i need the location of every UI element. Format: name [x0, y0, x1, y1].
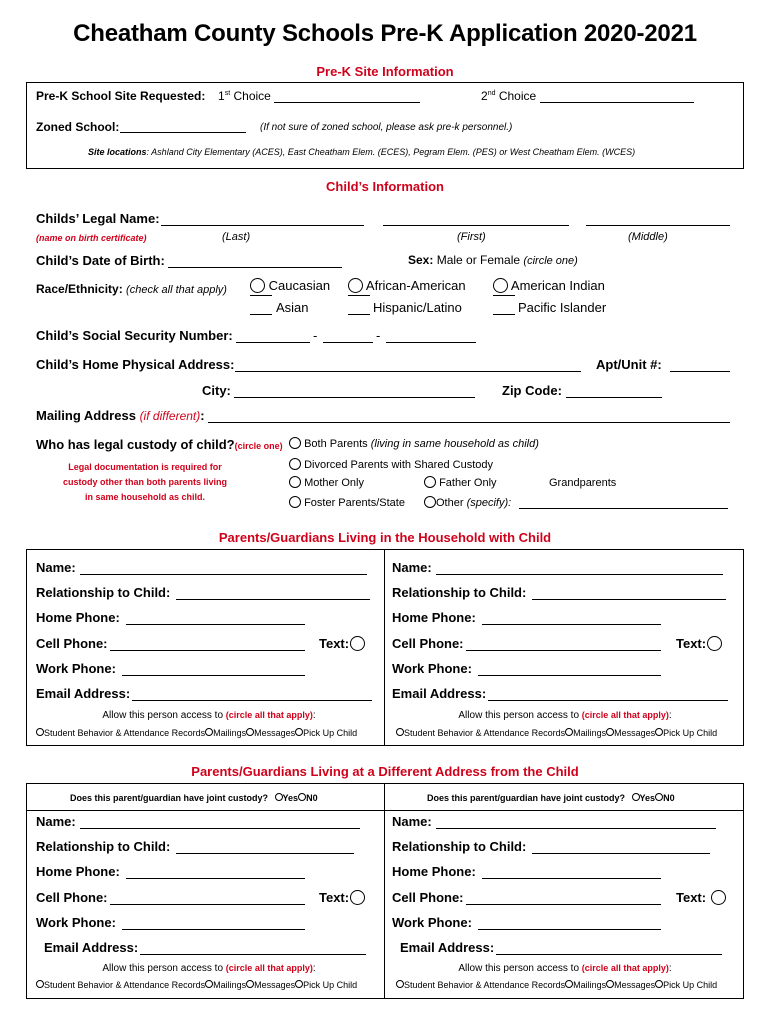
hh1-relationship-field[interactable] — [176, 599, 370, 600]
zip-label: Zip Code: — [502, 383, 562, 398]
radio-icon — [396, 980, 404, 988]
caucasian-blank — [250, 295, 272, 296]
d1-joint-label: Does this parent/guardian have joint custody? Yes N0 — [70, 793, 318, 803]
text-checkbox-icon — [350, 890, 365, 905]
race-american-indian[interactable]: American Indian — [493, 278, 605, 293]
radio-icon — [246, 728, 254, 736]
last-caption: (Last) — [222, 231, 251, 243]
hh2-home-phone-field[interactable] — [482, 624, 661, 625]
radio-icon — [565, 728, 573, 736]
custody-mother[interactable]: Mother Only — [289, 476, 364, 489]
page-title: Cheatham County Schools Pre-K Application 2020-2021 — [73, 20, 697, 47]
race-hispanic[interactable]: Hispanic/Latino — [373, 300, 462, 315]
household-divider — [384, 549, 385, 746]
hh1-cell-phone-field[interactable] — [110, 650, 305, 651]
d1-cell-phone-label: Cell Phone: — [36, 890, 108, 905]
ssn-field-1[interactable] — [236, 342, 310, 343]
d1-cell-phone-field[interactable] — [110, 904, 305, 905]
d2-name-field[interactable] — [436, 828, 716, 829]
d2-access-options — [396, 980, 717, 990]
custody-both[interactable]: Both Parents (living in same household as child) — [289, 437, 539, 450]
radio-icon — [565, 980, 573, 988]
d2-relationship-field[interactable] — [532, 853, 710, 854]
household-heading: Parents/Guardians Living in the Household with Child — [218, 530, 552, 545]
hh1-name-field[interactable] — [80, 574, 367, 575]
caucasian-checkbox-icon — [250, 278, 265, 293]
radio-icon[interactable] — [632, 793, 640, 801]
custody-other[interactable]: Other (specify): — [424, 496, 511, 509]
custody-divorced[interactable]: Divorced Parents with Shared Custody — [289, 458, 493, 471]
radio-icon[interactable] — [655, 793, 663, 801]
hh2-relationship-label: Relationship to Child: — [392, 585, 527, 600]
radio-icon — [36, 980, 44, 988]
radio-icon[interactable] — [298, 793, 306, 801]
access-pickup[interactable]: Pick Up Child — [295, 728, 357, 738]
dob-field[interactable] — [168, 267, 342, 268]
access-messages[interactable]: Messages — [246, 728, 295, 738]
first-choice-label: 1st Choice — [218, 89, 271, 103]
second-choice-label: 2nd Choice — [481, 89, 537, 103]
city-label: City: — [202, 383, 231, 398]
child-info-heading: Child’s Information — [326, 179, 444, 194]
radio-icon — [205, 980, 213, 988]
hh2-cell-phone-label: Cell Phone: — [392, 636, 464, 651]
zoned-school-label: Zoned School: — [36, 120, 120, 134]
asian-blank — [250, 314, 272, 315]
d2-text-label[interactable]: Text: — [676, 890, 726, 905]
american-indian-blank — [493, 295, 515, 296]
hh1-access-label: Allow this person access to (circle all that apply): — [102, 710, 316, 721]
radio-icon — [606, 980, 614, 988]
hh1-access-options — [36, 728, 357, 738]
d2-name-label: Name: — [392, 814, 432, 829]
hh1-email-field[interactable] — [132, 700, 372, 701]
hh2-relationship-field[interactable] — [532, 599, 726, 600]
access-mailings[interactable]: Mailings — [205, 980, 246, 990]
middle-caption: (Middle) — [628, 231, 668, 243]
radio-icon — [289, 496, 301, 508]
radio-icon — [655, 728, 663, 736]
address-label: Child’s Home Physical Address: — [36, 357, 235, 372]
ssn-dash-2: - — [376, 328, 381, 343]
hh2-access-label: Allow this person access to (circle all that apply): — [458, 710, 672, 721]
d1-name-field[interactable] — [80, 828, 360, 829]
d2-work-phone-field[interactable] — [478, 929, 661, 930]
hh2-text-label[interactable]: Text: — [676, 636, 722, 651]
hh1-name-label: Name: — [36, 560, 76, 575]
hh2-email-field[interactable] — [488, 700, 728, 701]
middle-name-field[interactable] — [586, 225, 730, 226]
custody-grandparents[interactable]: Grandparents — [549, 477, 617, 489]
hh2-access-options — [396, 728, 717, 738]
zoned-school-field[interactable] — [120, 132, 246, 133]
radio-icon — [655, 980, 663, 988]
access-pickup[interactable]: Pick Up Child — [655, 728, 717, 738]
access-records[interactable]: Student Behavior & Attendance Records — [396, 728, 565, 738]
hh1-home-phone-label: Home Phone: — [36, 610, 120, 625]
hh1-relationship-label: Relationship to Child: — [36, 585, 171, 600]
radio-icon — [606, 728, 614, 736]
radio-icon — [424, 496, 436, 508]
radio-icon[interactable] — [275, 793, 283, 801]
race-asian[interactable]: Asian — [276, 300, 309, 315]
mailing-label-group: Mailing Address (if different): — [36, 408, 205, 423]
d1-home-phone-field[interactable] — [126, 878, 305, 879]
d1-relationship-label: Relationship to Child: — [36, 839, 171, 854]
radio-icon — [295, 980, 303, 988]
text-checkbox-icon — [711, 890, 726, 905]
hh2-cell-phone-field[interactable] — [466, 650, 661, 651]
african-american-checkbox-icon — [348, 278, 363, 293]
first-name-field[interactable] — [383, 225, 569, 226]
name-note: (name on birth certificate) — [36, 233, 147, 243]
access-records[interactable]: Student Behavior & Attendance Records — [396, 980, 565, 990]
d2-cell-phone-field[interactable] — [466, 904, 661, 905]
ssn-field-2[interactable] — [323, 342, 373, 343]
different-row-divider — [26, 810, 744, 811]
hh1-home-phone-field[interactable] — [126, 624, 305, 625]
first-caption: (First) — [457, 231, 486, 243]
hh2-work-phone-label: Work Phone: — [392, 661, 472, 676]
hh1-work-phone-field[interactable] — [122, 675, 305, 676]
radio-icon — [396, 728, 404, 736]
hh1-cell-phone-label: Cell Phone: — [36, 636, 108, 651]
last-name-field[interactable] — [161, 225, 364, 226]
race-caucasian[interactable]: Caucasian — [250, 278, 330, 293]
sex-group: Sex: Male or Female (circle one) — [408, 253, 578, 267]
d1-work-phone-label: Work Phone: — [36, 915, 116, 930]
radio-icon — [205, 728, 213, 736]
text-checkbox-icon — [707, 636, 722, 651]
hh1-text-label[interactable]: Text: — [319, 636, 365, 651]
text-checkbox-icon — [350, 636, 365, 651]
access-mailings[interactable]: Mailings — [565, 980, 606, 990]
american-indian-checkbox-icon — [493, 278, 508, 293]
city-field[interactable] — [234, 397, 475, 398]
d2-work-phone-label: Work Phone: — [392, 915, 472, 930]
legal-name-label: Childs’ Legal Name: — [36, 211, 160, 226]
hh2-email-label: Email Address: — [392, 686, 487, 701]
access-pickup[interactable]: Pick Up Child — [295, 980, 357, 990]
radio-icon — [36, 728, 44, 736]
zoned-note: (If not sure of zoned school, please ask pre-k personnel.) — [260, 122, 513, 133]
zip-field[interactable] — [566, 397, 662, 398]
custody-father[interactable]: Father Only — [424, 476, 497, 489]
radio-icon — [289, 476, 301, 488]
race-pacific-islander[interactable]: Pacific Islander — [518, 300, 607, 315]
access-records[interactable]: Student Behavior & Attendance Records — [36, 980, 205, 990]
access-messages[interactable]: Messages — [246, 980, 295, 990]
d2-joint-label: Does this parent/guardian have joint custody? Yes N0 — [427, 793, 675, 803]
d1-email-label: Email Address: — [44, 940, 139, 955]
access-mailings[interactable]: Mailings — [205, 728, 246, 738]
race-african-american[interactable]: African-American — [348, 278, 466, 293]
apt-label: Apt/Unit #: — [596, 357, 662, 372]
race-label-group: Race/Ethnicity: (check all that apply) — [36, 282, 227, 296]
ssn-label: Child’s Social Security Number: — [36, 328, 233, 343]
different-heading: Parents/Guardians Living at a Different Address from the Child — [191, 764, 579, 779]
address-field[interactable] — [235, 371, 581, 372]
mailing-field[interactable] — [208, 422, 730, 423]
ssn-field-3[interactable] — [386, 342, 476, 343]
african-american-blank — [348, 295, 370, 296]
custody-other-field[interactable] — [519, 508, 728, 509]
d1-text-label[interactable]: Text: — [319, 890, 365, 905]
d1-email-field[interactable] — [140, 954, 366, 955]
d2-home-phone-label: Home Phone: — [392, 864, 476, 879]
access-pickup[interactable]: Pick Up Child — [655, 980, 717, 990]
d1-work-phone-field[interactable] — [122, 929, 305, 930]
first-choice-field[interactable] — [274, 102, 420, 103]
radio-icon — [246, 980, 254, 988]
d2-email-field[interactable] — [496, 954, 722, 955]
radio-icon — [289, 437, 301, 449]
access-records[interactable]: Student Behavior & Attendance Records — [36, 728, 205, 738]
hh1-email-label: Email Address: — [36, 686, 131, 701]
hh2-home-phone-label: Home Phone: — [392, 610, 476, 625]
apt-field[interactable] — [670, 371, 730, 372]
d1-relationship-field[interactable] — [176, 853, 354, 854]
access-messages[interactable]: Messages — [606, 728, 655, 738]
site-info-heading: Pre-K Site Information — [316, 64, 454, 79]
legal-doc-note: Legal documentation is required for custody other than both parents living in same household as child. — [62, 462, 227, 502]
d1-name-label: Name: — [36, 814, 76, 829]
second-choice-field[interactable] — [540, 102, 694, 103]
d2-relationship-label: Relationship to Child: — [392, 839, 527, 854]
custody-label-group: Who has legal custody of child?(circle one) — [36, 437, 283, 452]
d2-cell-phone-label: Cell Phone: — [392, 890, 464, 905]
site-requested-label: Pre-K School Site Requested: — [36, 89, 206, 103]
d1-access-label: Allow this person access to (circle all that apply): — [102, 963, 316, 974]
different-divider — [384, 783, 385, 999]
d1-access-options — [36, 980, 357, 990]
dob-label: Child’s Date of Birth: — [36, 253, 165, 268]
hh2-name-label: Name: — [392, 560, 432, 575]
site-locations: Site locations: Ashland City Elementary (ACES), East Cheatham Elem. (ECES), Pegram Elem. (PES) or West Cheatham Elem. (WCES) — [88, 147, 636, 157]
radio-icon — [295, 728, 303, 736]
d2-access-label: Allow this person access to (circle all that apply): — [458, 963, 672, 974]
d1-home-phone-label: Home Phone: — [36, 864, 120, 879]
hh2-work-phone-field[interactable] — [478, 675, 661, 676]
hh2-name-field[interactable] — [436, 574, 723, 575]
custody-foster[interactable]: Foster Parents/State — [289, 496, 405, 509]
hispanic-blank — [348, 314, 370, 315]
pacific-islander-blank — [493, 314, 515, 315]
ssn-dash-1: - — [313, 328, 318, 343]
access-messages[interactable]: Messages — [606, 980, 655, 990]
access-mailings[interactable]: Mailings — [565, 728, 606, 738]
hh1-work-phone-label: Work Phone: — [36, 661, 116, 676]
d2-home-phone-field[interactable] — [482, 878, 661, 879]
radio-icon — [424, 476, 436, 488]
radio-icon — [289, 458, 301, 470]
d2-email-label: Email Address: — [400, 940, 495, 955]
